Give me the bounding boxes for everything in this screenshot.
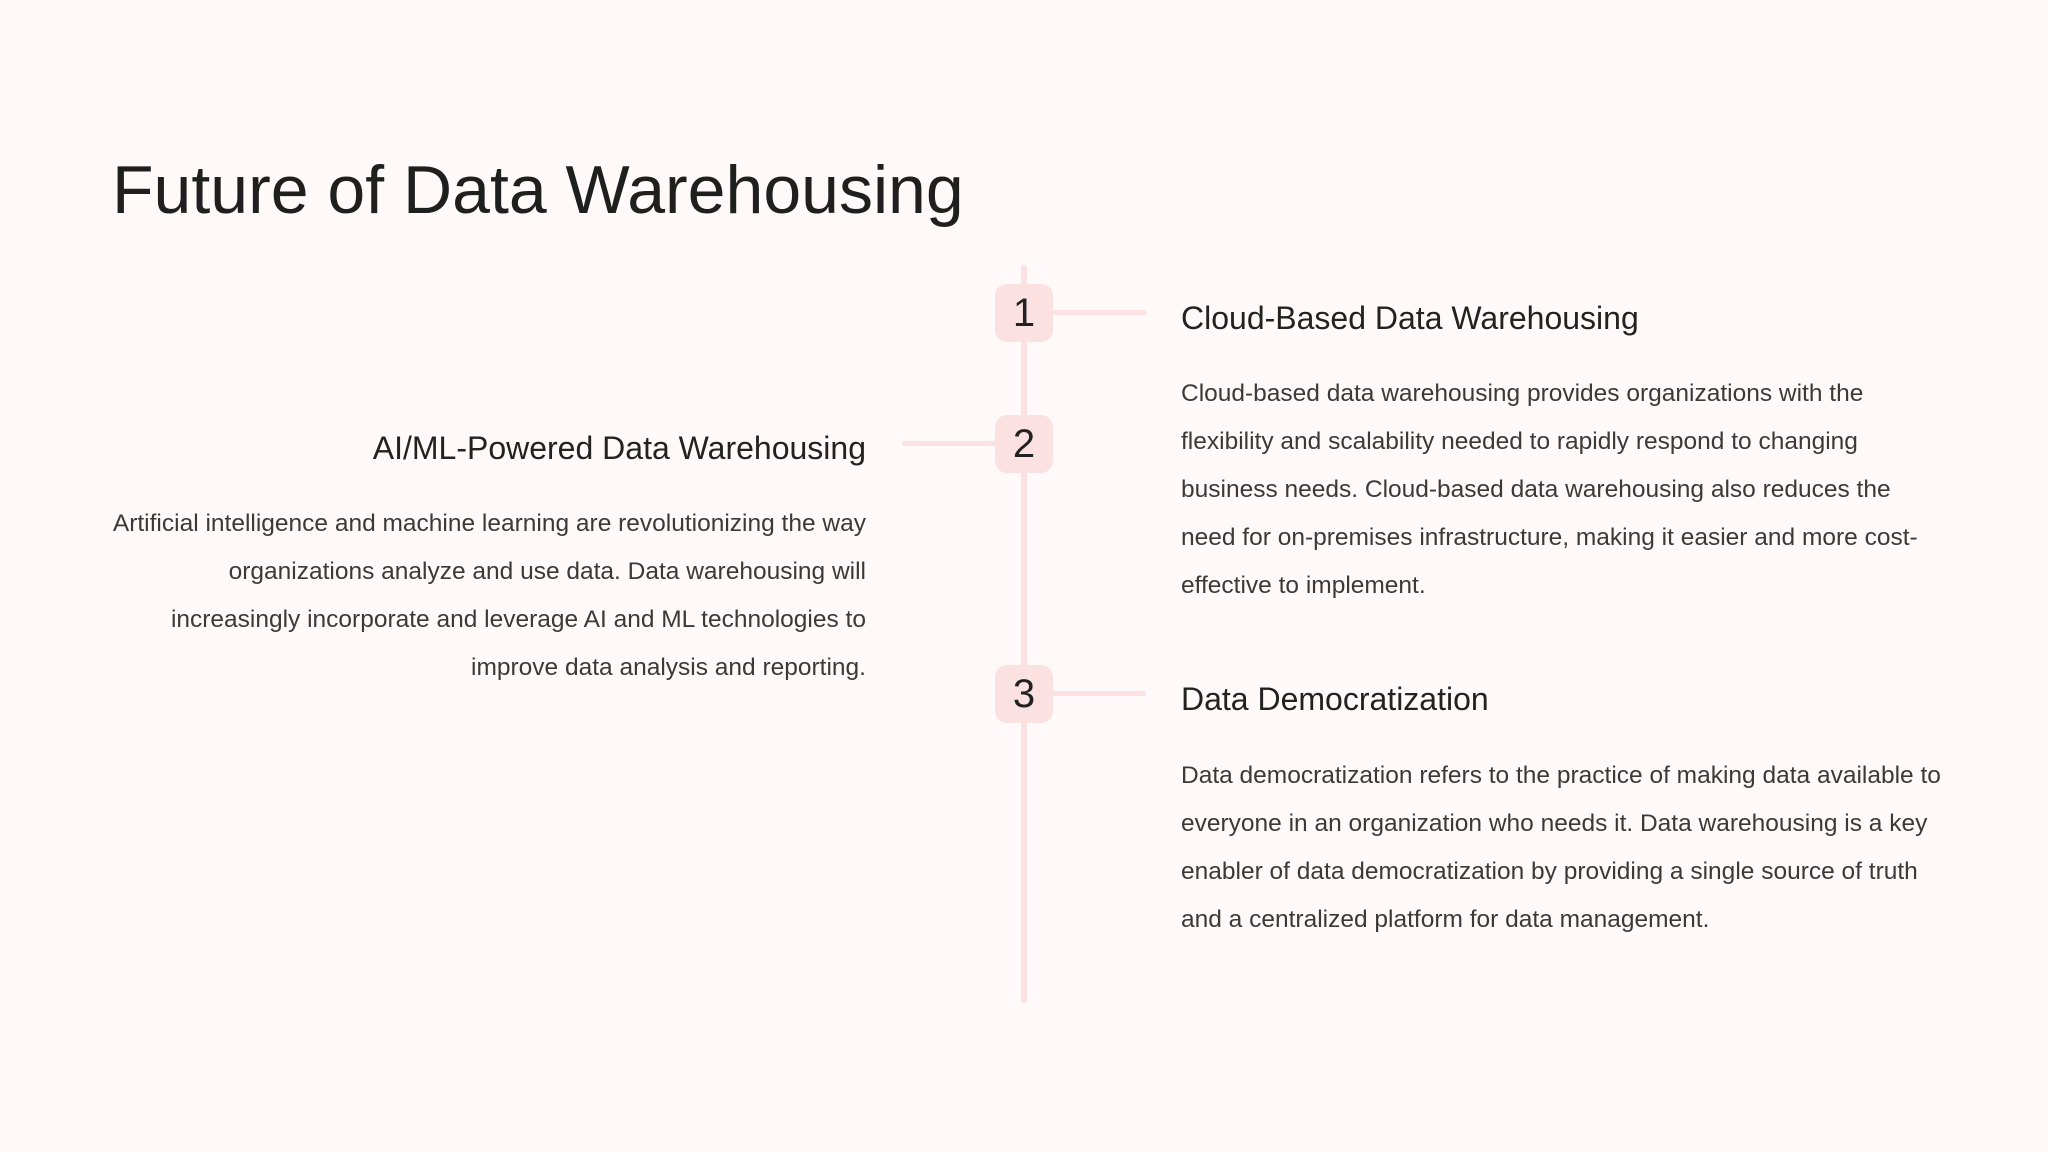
timeline-connector-1 [1052,310,1146,315]
timeline-connector-2 [902,441,996,446]
timeline-item-title-2: AI/ML-Powered Data Warehousing [372,430,866,466]
timeline-connector-3 [1052,691,1146,696]
timeline-badge-3: 3 [995,665,1053,723]
timeline-item-description-2: Artificial intelligence and machine learning are revolutionizing the way organizations analyze and use data. Data warehousing will increasingly incorporate and leverage AI and ML technologies to improve data analysis and reporting. [112,510,866,681]
timeline-line [1021,265,1027,1003]
slide-title: Future of Data Warehousing [112,152,964,228]
timeline-badge-1: 1 [995,284,1053,342]
timeline-badge-2: 2 [995,415,1053,473]
timeline-item-title-3: Data Democratization [1181,681,1489,717]
timeline-item-description-1: Cloud-based data warehousing provides organizations with the flexibility and scalability needed to rapidly respond to changing business needs. Cloud-based data warehousing also reduces the need for on-premises infrastructure, making it easier and more cost-effective to implement. [1181,380,1918,599]
timeline-item-title-1: Cloud-Based Data Warehousing [1181,300,1639,336]
timeline-item-description-3: Data democratization refers to the practice of making data available to everyone in an organization who needs it. Data warehousing is a key enabler of data democratization by providing a single source of truth and a centralized platform for data management. [1181,762,1941,933]
